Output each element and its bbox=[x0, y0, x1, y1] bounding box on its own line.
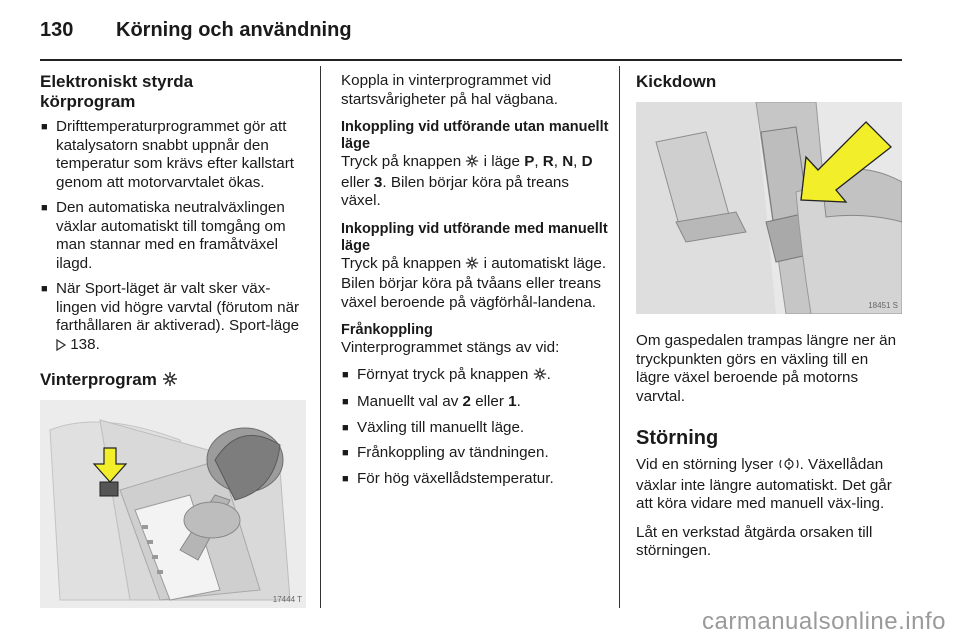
subheading-disengage: Frånkoppling bbox=[341, 322, 433, 338]
list-item-text: När Sport-läget är valt sker väx-lingen vid högre varvtal (förutom när farthållaren är aktiverad). Sport-läge bbox=[56, 280, 300, 334]
figure-code: 17444 T bbox=[272, 595, 302, 604]
gearbox-fault-icon bbox=[778, 457, 800, 477]
gear-2: 2 bbox=[462, 393, 471, 410]
gear-selector-figure bbox=[40, 400, 306, 608]
paragraph-workshop: Låt en verkstad åtgärda orsaken till störningen. bbox=[636, 523, 873, 559]
watermark: carmanualsonline.info bbox=[702, 608, 946, 635]
disengage-list bbox=[341, 366, 609, 489]
snowflake-icon bbox=[162, 371, 178, 392]
column-3 bbox=[636, 72, 906, 571]
driving-programs-list bbox=[40, 118, 308, 356]
text-fragment: i automatiskt läge. Bilen börjar köra på tvåans eller treans växel beroende på vägförhål-landena. bbox=[341, 254, 607, 311]
text-fragment: Förnyat tryck på knappen bbox=[357, 365, 529, 383]
column-divider-1 bbox=[320, 66, 321, 608]
text-fragment: i läge bbox=[483, 153, 520, 170]
paragraph-without-manual: Tryck på knappen i läge P, R, N, D eller 3. Bilen börjar köra på treans växel. bbox=[341, 153, 593, 209]
list-item: ■ Förnyat tryck på knappen . bbox=[341, 366, 609, 387]
kickdown-figure bbox=[636, 102, 902, 314]
page-header bbox=[40, 14, 902, 54]
text-fragment: Manuellt val av bbox=[357, 393, 459, 410]
gear-r: R bbox=[542, 153, 554, 170]
column-1 bbox=[40, 72, 308, 618]
text-fragment: . Bilen börjar köra på treans växel. bbox=[341, 173, 569, 209]
text-fragment: Tryck på knappen bbox=[341, 153, 462, 170]
column-divider-2 bbox=[619, 66, 620, 608]
list-item: ■ Manuellt val av 2 eller 1. bbox=[341, 393, 609, 412]
section-heading-driving-programs: Elektroniskt styrda körprogram bbox=[40, 72, 194, 111]
section-heading-kickdown: Kickdown bbox=[636, 72, 717, 91]
paragraph-with-manual bbox=[341, 255, 609, 313]
text-fragment: Tryck på knappen bbox=[341, 254, 462, 272]
gear-n: N bbox=[562, 153, 574, 170]
section-heading-winter-program bbox=[40, 370, 308, 392]
page-title: Körning och användning bbox=[116, 19, 352, 41]
list-item bbox=[40, 280, 308, 356]
gear-d: D bbox=[581, 153, 593, 170]
winter-heading-text: Vinterprogram bbox=[40, 370, 157, 389]
page-number: 130 bbox=[40, 19, 74, 41]
subheading-with-manual: Inkoppling vid utförande med manuellt läge bbox=[341, 220, 608, 254]
page-reference[interactable]: 138. bbox=[70, 335, 100, 353]
snowflake-icon bbox=[465, 154, 479, 174]
snowflake-icon bbox=[465, 256, 479, 276]
gear-selector-illustration bbox=[40, 400, 306, 608]
list-item: ■ Frånkoppling av tändningen. bbox=[341, 444, 609, 463]
text-fragment: . Växellådan växlar inte längre automatiskt. Det går att köra vidare med manuell väx-ling. bbox=[636, 456, 892, 512]
gear-1: 1 bbox=[508, 393, 517, 410]
text-fragment: eller bbox=[475, 393, 504, 410]
list-item: ■ För hög växellådstemperatur. bbox=[341, 470, 609, 489]
figure-code: 18451 S bbox=[868, 301, 898, 310]
text-fragment: Vid en störning lyser bbox=[636, 456, 774, 473]
header-rule bbox=[40, 59, 902, 61]
kickdown-illustration bbox=[636, 102, 902, 314]
list-item: ■ Växling till manuellt läge. bbox=[341, 419, 609, 438]
paragraph-fault bbox=[636, 456, 906, 514]
list-item: ■ Den automatiska neutralväxlingen växlar automatiskt till tomgång om man stannar med en framåtväxel ilagd. bbox=[40, 199, 308, 273]
winter-intro: Koppla in vinterprogrammet vid startsvårigheter på hal vägbana. bbox=[341, 72, 558, 108]
subheading-without-manual: Inkoppling vid utförande utan manuellt läge bbox=[341, 119, 609, 152]
snowflake-icon bbox=[533, 367, 547, 387]
section-heading-fault: Störning bbox=[636, 427, 719, 449]
list-item: ■ Drifttemperaturprogrammet gör att katalysatorn snabbt uppnår den temperatur som krävs efter kallstart genom att motorvarvtalet ökas. bbox=[40, 118, 308, 192]
paragraph-kickdown: Om gaspedalen trampas längre ner än tryckpunkten görs en växling till en lägre växel beroende på motorns varvtal. bbox=[636, 332, 897, 405]
gear-p: P bbox=[524, 153, 535, 170]
triangle-reference-icon bbox=[56, 338, 66, 357]
column-2 bbox=[341, 72, 609, 498]
paragraph-disengage: Vinterprogrammet stängs av vid: bbox=[341, 339, 560, 356]
gear-3: 3 bbox=[373, 173, 383, 191]
